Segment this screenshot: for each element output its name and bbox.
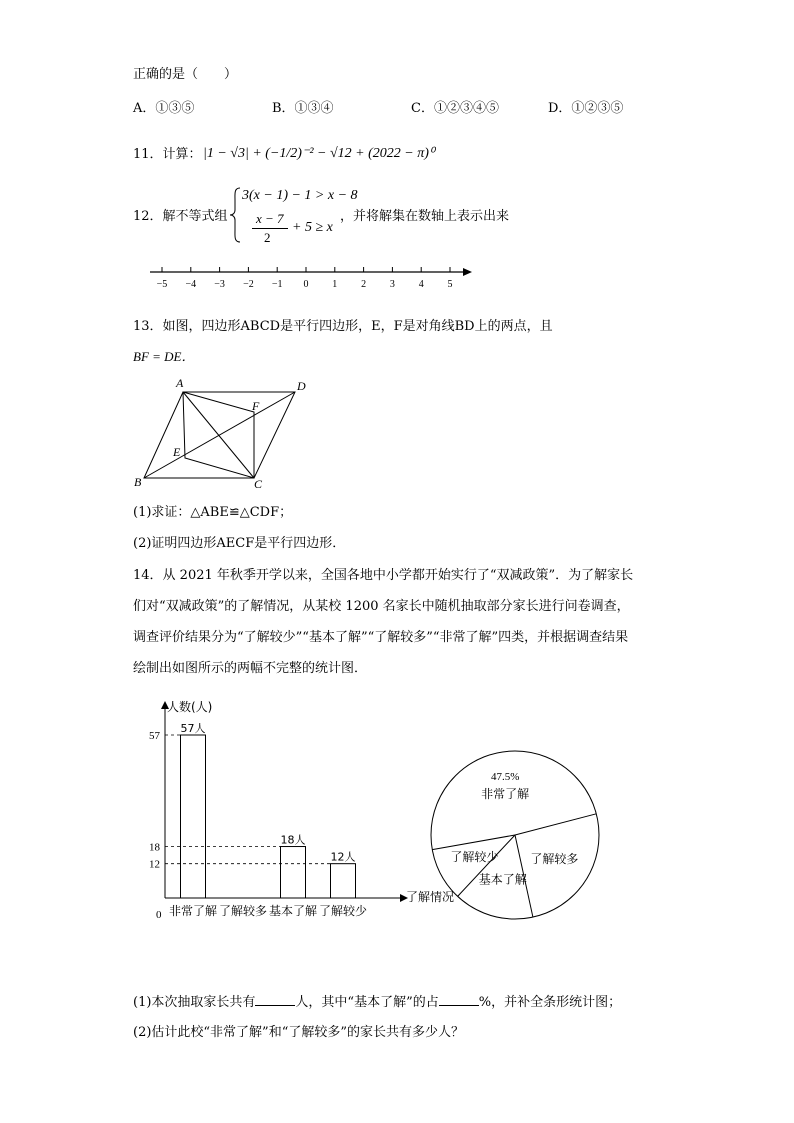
number-line-ticks	[157, 267, 453, 290]
bar-value-label: 57人	[180, 722, 206, 735]
y-tick-label: 57	[149, 730, 160, 742]
diagonal-ac	[183, 392, 254, 478]
bar-category-label: 基本了解	[268, 904, 318, 918]
number-line	[140, 260, 480, 294]
bar-chart-origin-label: 0	[156, 909, 162, 921]
bar-chart-y-label: 人数(人)	[167, 700, 213, 714]
q13-line-2: BF = DE．	[133, 349, 195, 364]
q14-part-1-b: 人，其中“基本了解”的占	[295, 995, 439, 1010]
number-line-tick-label: 4	[418, 279, 424, 290]
q14-line-2: 们对“双减政策”的了解情况，从某校 1200 名家长中随机抽取部分家长进行问卷调查，	[133, 599, 630, 614]
number-line-tick-label: 5	[447, 279, 453, 290]
q13-line-1: 13．如图，四边形ABCD是平行四边形，E，F是对角线BD上的两点，且	[133, 319, 553, 334]
q14-part-1-c: %，并补全条形统计图；	[478, 995, 622, 1010]
pie-chart	[420, 735, 610, 935]
bar	[281, 847, 306, 898]
q10-option-c: C．①②③④⑤	[411, 101, 499, 116]
number-line-tick-label: 3	[389, 279, 395, 290]
y-tick-label: 12	[149, 858, 160, 871]
bar-category-label: 了解较少	[318, 904, 368, 918]
number-line-tick-label: −4	[185, 279, 197, 290]
answer-blank-percent[interactable]	[439, 993, 479, 1006]
q11-expression: |1 − √3| + (−1/2)⁻² − √12 + (2022 − π)⁰	[203, 146, 435, 161]
bar	[181, 735, 206, 898]
number-line-tick-label: −1	[271, 279, 283, 290]
q12-inequality-1: 3(x − 1) − 1 > x − 8	[242, 188, 358, 203]
bar-category-label: 了解较多	[218, 904, 268, 918]
q14-part-1	[133, 993, 621, 1012]
pie-slice-label: 非常了解	[481, 786, 530, 801]
number-line-tick-label: −5	[156, 279, 168, 290]
q10-option-a: A．①③⑤	[133, 101, 195, 116]
q12-prefix: 12．解不等式组	[133, 209, 228, 224]
y-tick-label: 18	[149, 841, 160, 854]
label-d: D	[297, 379, 306, 393]
answer-blank-total[interactable]	[255, 993, 295, 1006]
label-f: F	[252, 399, 260, 413]
q14-part-1-a: (1)本次抽取家长共有	[133, 995, 256, 1010]
diagonal-bd	[144, 392, 295, 478]
number-line-arrow	[463, 268, 472, 276]
pie-slice-label: 了解较少	[450, 850, 499, 865]
q14-part-2: (2)估计此校“非常了解”和“了解较多”的家长共有多少人？	[133, 1025, 464, 1040]
pie-percent-label: 47.5%	[490, 770, 520, 783]
number-line-tick-label: 2	[361, 279, 367, 290]
pie-slice-label: 了解较多	[530, 852, 579, 867]
q11-prefix: 11．计算：	[133, 147, 202, 162]
q14-line-3: 调查评价结果分为“了解较少”“基本了解”“了解较多”“非常了解”四类，并根据调查结果	[133, 630, 629, 645]
q10-option-d: D．①②③⑤	[548, 101, 624, 116]
number-line-tick-label: 1	[332, 279, 338, 290]
parallelogram-figure	[128, 372, 318, 494]
label-c: C	[254, 477, 263, 491]
q12-fraction-denominator: 2	[264, 230, 271, 245]
q14-line-4: 绘制出如图所示的两幅不完整的统计图．	[133, 661, 368, 676]
bar-chart	[140, 695, 455, 935]
label-a: A	[176, 376, 184, 390]
q13-part-1: (1)求证：△ABE≌△CDF；	[133, 505, 293, 520]
bar-chart-x-label: 了解情况	[406, 890, 455, 904]
q12-suffix: ，并将解集在数轴上表示出来	[340, 209, 510, 224]
pie-slice-label: 基本了解	[478, 872, 527, 887]
label-b: B	[134, 475, 142, 489]
q10-stem-tail: 正确的是（ ）	[133, 67, 238, 82]
q12-fraction-numerator: x − 7	[256, 211, 284, 226]
number-line-tick-label: −2	[243, 279, 254, 290]
bar-value-label: 18人	[280, 833, 306, 847]
bar-value-label: 12人	[330, 850, 356, 864]
bar	[331, 864, 356, 898]
label-e: E	[173, 445, 181, 459]
q12-inequality-2-rest: + 5 ≥ x	[292, 220, 333, 235]
number-line-tick-label: −3	[214, 279, 225, 290]
bar-category-label: 非常了解	[168, 904, 218, 918]
q14-line-1: 14．从 2021 年秋季开学以来，全国各地中小学都开始实行了“双减政策”．为了解家长	[133, 568, 634, 583]
number-line-tick-label: 0	[303, 279, 309, 290]
q10-option-b: B．①③④	[272, 101, 334, 116]
q13-part-2: (2)证明四边形AECF是平行四边形．	[133, 536, 346, 551]
